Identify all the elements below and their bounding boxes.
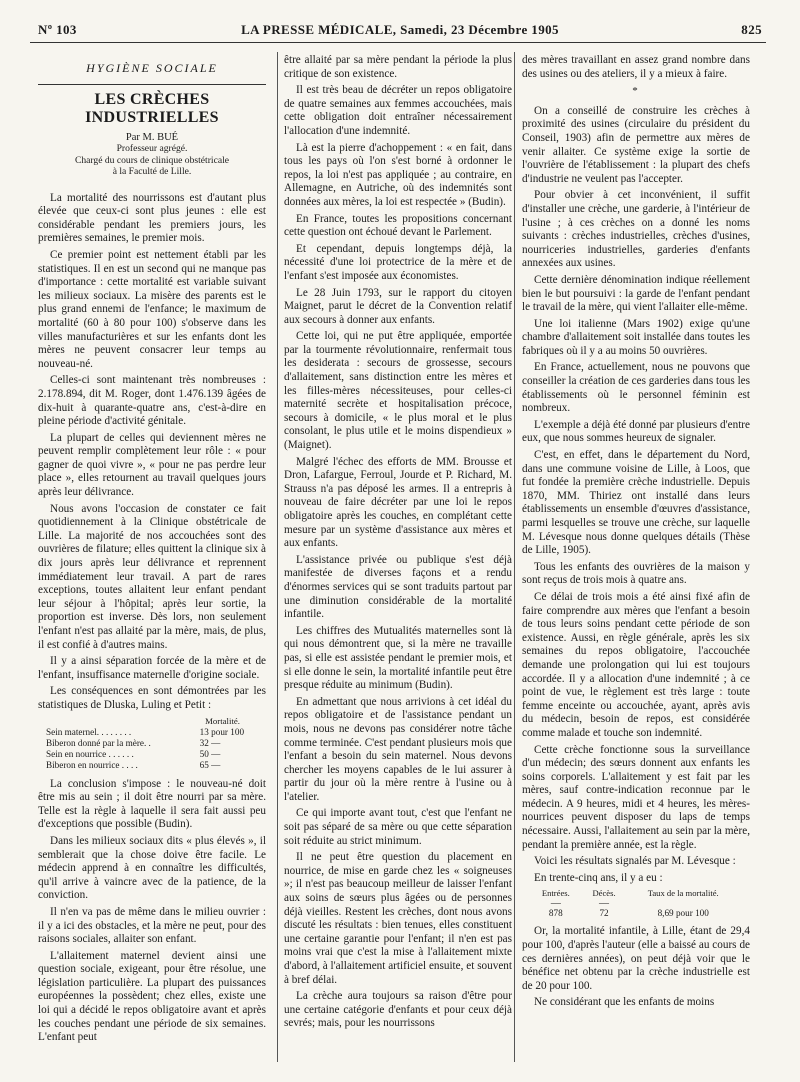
paragraph: Il ne peut être question du placement en nourrice, de mise en garde chez les « soigneuses »; il n'est pas beaucoup meilleur de laisser l'enfant aux soins de sœurs plus âgées ou de personnes déjà vieilles. Restent les crèches, dont nous avons discuté les résultats : bien tenues, elles constituent une certaine garantie pour l'enfant; il n'en est pas moins vrai que c'est la mise à l'allaitement mixte d'abord, à l'allaitement artificiel ensuite, et souvent à bref délai.	[284, 851, 512, 986]
paragraph: Pour obvier à cet inconvénient, il suffit d'installer une crèche, une garderie, à l'intérieur de l'usine ; à ces crèches on a donné les noms suivants : crèches industrielles, crèches d'usines, nourriceries industrielles, garderies d'enfants annexées aux usines.	[522, 189, 750, 270]
table-header-cell: Décès.	[592, 888, 616, 899]
paragraph: Nous avons l'occasion de constater ce fait quotidiennement à la Clinique obstétricale de Lille. La majorité de nos accouchées sont des ouvrières de filature; elles quittent la clinique six à dix jours après leur délivrance et reprennent immédiatement leur travail. A part de rares exceptions, toutes allaitent leur enfant pendant leur séjour à l'hôpital; après leur sortie, la proportion est inverse. Dès lors, non seulement l'enfant n'est pas allaité par la mère, mais, de plus, il est confié à d'autres mains.	[38, 502, 266, 651]
table-cell-value: 13 pour 100	[199, 726, 245, 737]
paragraph: La conclusion s'impose : le nouveau-né doit être mis au sein ; il doit être nourri par sa mère. Telle est la règle à laquelle il sera fait aussi peu d'exceptions que possible (Budin).	[38, 777, 266, 831]
paragraph: être allaité par sa mère pendant la période la plus critique de son existence.	[284, 54, 512, 80]
paragraph: Il n'en va pas de même dans le milieu ouvrier : il y a ici des obstacles, et la mère ne peut, pour des raisons sociales, allaiter son enfant.	[38, 905, 266, 946]
table-header-cell: Entrées.	[541, 888, 570, 899]
column-2	[284, 54, 512, 1072]
paragraph: Voici les résultats signalés par M. Lévesque :	[534, 855, 736, 868]
paragraph: Cette loi, qui ne put être appliquée, emportée par la tourmente révolutionnaire, renfermait tous les desiderata : secours de grossesse, secours d'allaitement, sans distinction entre les mères et les filles-mères nécessiteuses, pour celles-ci maternité secrète et hospitalisation précoce, secours à domicile, « le plus moral et le plus consolant, le plus utile et le moins dispendieux » (Maignet).	[284, 330, 512, 452]
paragraph: Il y a ainsi séparation forcée de la mère et de l'enfant, insuffisance maternelle d'origine sociale.	[38, 655, 266, 681]
paragraph: En admettant que nous arrivions à cet idéal du repos obligatoire et de l'assistance pendant un mois, nous ne devons pas considérer notre tâche comme terminée. C'est pendant plusieurs mois que l'enfant a besoin du sein maternel. Nous devons chercher les moyens capables de le lui assurer à partir du jour où la mère rentre à l'usine ou à l'atelier.	[284, 695, 512, 803]
table-cell-value: 50 —	[199, 749, 221, 760]
table-row	[44, 749, 266, 760]
page-header	[38, 22, 762, 40]
paragraph: Or, la mortalité infantile, à Lille, étant de 29,4 pour 100, d'après l'auteur (elle a baissé au cours de ces dernières années), on peut déjà voir que le bénéfice net obtenu par la crèche industrielle est de 20 pour 100.	[522, 925, 750, 992]
table-cell-value: 32 —	[199, 737, 221, 748]
paragraph: des mères travaillant en assez grand nombre dans des usines ou des ateliers, il y a mieux à faire.	[522, 54, 750, 80]
section-title: HYGIÈNE SOCIALE	[86, 61, 218, 75]
author-title: Professeur agrégé.	[116, 143, 188, 155]
table-row	[530, 908, 740, 920]
paragraph: Il est très beau de décréter un repos obligatoire de quatre semaines aux femmes accouchées, mais cette obligation doit entraîner nécessairement l'allocation d'une indemnité.	[284, 84, 512, 137]
paragraph: Et cependant, depuis longtemps déjà, la nécessité d'une loi protectrice de la mère et de l'enfant s'est imposée aux économistes.	[284, 242, 512, 282]
paragraph: Le 28 Juin 1793, sur le rapport du citoyen Maignet, parut le décret de la Convention relatif aux secours à donner aux enfants.	[284, 286, 512, 326]
mortality-table-header: Mortalité.	[205, 715, 240, 726]
mortality-table	[44, 716, 266, 772]
column-divider-2	[514, 52, 515, 1062]
author-name: Par M. BUÉ	[125, 131, 179, 143]
results-table	[530, 888, 740, 919]
column-divider-1	[277, 52, 278, 1062]
paragraph: C'est, en effet, dans le département du Nord, dans une commune voisine de Lille, à Loos, que fut fondée la première crèche industrielle. Depuis 1870, MM. Thiriez ont installé dans leurs établissements un ensemble d'œuvres d'assistance, parmi lesquelles se trouve une crèche, sur laquelle M. Lévesque nous donne quelques détails (Thèse de Lille, 1905).	[522, 449, 750, 557]
paragraph: En France, toutes les propositions concernant cette question ont échoué devant le Parlement.	[284, 212, 512, 239]
paragraph: Là est la pierre d'achoppement : « en fait, dans tous les pays où l'on s'est borné à ordonner le repos, la loi n'est pas appliquée ; au contraire, en Allemagne, en Autriche, où des indemnités sont données aux mères, la loi est respectée » (Budin).	[284, 141, 512, 208]
section-separator: *	[632, 85, 640, 98]
paragraph: L'allaitement maternel devient ainsi une question sociale, exigeant, pour être résolue, une législation particulière. La plupart des puissances européennes la possèdent; chez elles, existe une loi qui a décidé le repos obligatoire avant et après les couches pendant une période de six semaines. L'enfant peut	[38, 949, 266, 1044]
table-cell-label: Biberon donné par la mère. .	[46, 737, 151, 748]
article-title: LES CRÈCHES INDUSTRIELLES	[38, 84, 266, 127]
paragraph: La plupart de celles qui deviennent mères ne peuvent remplir complètement leur rôle : « pour gagner de quoi vivre », « pour ne pas perdre leur place », elles retournent au travail quelques jours après leur délivrance.	[38, 431, 266, 499]
paragraph: Les conséquences en sont démontrées par les statistiques de Dluska, Luling et Petit :	[38, 685, 266, 711]
paragraph: En trente-cinq ans, il y a eu :	[534, 871, 663, 884]
paragraph: Une loi italienne (Mars 1902) exige qu'une chambre d'allaitement soit installée dans toutes les fabriques où il y a au moins 50 ouvrières.	[522, 317, 750, 357]
paragraph: Ce premier point est nettement établi par les statistiques. Il en est un second qui ne manque pas d'importance : cette mortalité est variable suivant les milieux sociaux. La misère des parents est le plus grand ennemi de l'enfance; le maximum de mortalité (60 à 80 pour 100) s'observe dans les villes manufacturières et sur les enfants dont les mères ne peuvent consacrer leur temps au nouveau-né.	[38, 248, 266, 370]
table-header-row	[530, 888, 740, 900]
author-role: Chargé du cours de clinique obstétricale	[74, 154, 230, 166]
table-rule-row: — —	[550, 897, 610, 909]
column-3	[522, 54, 750, 1072]
paragraph: La crèche aura toujours sa raison d'être pour une certaine catégorie d'enfants et pour ceux déjà sevrés; mais, pour les nourrissons	[284, 990, 512, 1030]
paragraph: Malgré l'échec des efforts de MM. Brousse et Dron, Lafargue, Ferroul, Jourde et P. Richard, M. Strauss n'a pas déposé les armes. Il a entrepris à nouveau de faire décréter par une loi le repos obligatoire après les couches, en complétant cette mesure par un système d'assistance aux mères et aux enfants.	[284, 455, 512, 550]
table-cell-label: Biberon en nourrice . . . .	[46, 760, 138, 771]
table-cell-label: Sein en nourrice . . . . . .	[46, 749, 134, 760]
table-row	[44, 738, 266, 749]
paragraph: Cette crèche fonctionne sous la surveillance d'un médecin; des sœurs donnent aux enfants les soins corporels. L'allaitement y est fait par les mères, sauf contre-indication reconnue par le médecin. A 9 heures, midi et 4 heures, les mères-nourrices peuvent disposer du laps de temps nécessaire. Aussi, l'allaitement au sein par la mère, pendant la première année, est la règle.	[522, 743, 750, 851]
table-header-cell: Taux de la mortalité.	[647, 888, 719, 899]
paragraph: La mortalité des nourrissons est d'autant plus élevée que ceux-ci sont plus jeunes : elle est considérable pendant les premiers jours, les premières semaines, le premier mois.	[38, 191, 266, 245]
paragraph: Ce qui importe avant tout, c'est que l'enfant ne soit pas séparé de sa mère ou que cette séparation soit réduite au strict minimum.	[284, 807, 512, 847]
paragraph: Ne considérant que les enfants de moins	[534, 996, 715, 1009]
paragraph: L'assistance privée ou publique s'est déjà manifestée de diverses façons et a rendu d'énormes services qui se sont traduits partout par une diminution considérable de la mortalité infantile.	[284, 553, 512, 621]
page-number: 825	[741, 22, 762, 37]
table-cell: 878	[548, 907, 563, 918]
paragraph: On a conseillé de construire les crèches à proximité des usines (circulaire du président du Conseil, 1903) afin de permettre aux mères de venir allaiter. Ce système exige la sortie de l'ouvrière de l'établissement : la plupart des chefs d'industrie ne veulent pas l'accepter.	[522, 104, 750, 185]
table-row	[44, 727, 266, 738]
author-faculty: à la Faculté de Lille.	[112, 166, 192, 178]
journal-title: LA PRESSE MÉDICALE, Samedi, 23 Décembre 1905	[241, 22, 559, 37]
paragraph: L'exemple a déjà été donné par plusieurs d'entre eux, que nous sommes heureux de signaler.	[522, 418, 750, 445]
table-row	[44, 760, 266, 771]
table-cell: 72	[599, 907, 609, 918]
paragraph: Dans les milieux sociaux dits « plus élevés », il semblerait que la chose doive être facile. Le médecin apprend à en connaître les difficultés, qu'il arrive à vaincre avec de la patience, de la conviction.	[38, 834, 266, 902]
header-rule	[30, 42, 766, 43]
table-cell-value: 65 —	[199, 760, 221, 771]
paragraph: Les chiffres des Mutualités maternelles sont là qui nous démontrent que, si la mère ne travaille pas, si elle est assistée pendant le premier mois, et si elle donne le sein, la mortalité infantile peut être presque réduite au minimum (Budin).	[284, 624, 512, 692]
paragraph: En France, actuellement, nous ne pouvons que conseiller la création de ces garderies dans tous les établissements où le personnel féminin est nombreux.	[522, 361, 750, 415]
table-cell: 8,69 pour 100	[657, 907, 709, 918]
paragraph: Cette dernière dénomination indique réellement bien le but poursuivi : la garde de l'enfant pendant le travail de la mère, qui vient l'allaiter elle-même.	[522, 273, 750, 314]
issue-number: Nº 103	[38, 22, 77, 37]
column-1	[38, 54, 266, 1072]
paragraph: Tous les enfants des ouvrières de la maison y sont reçus de trois mois à quatre ans.	[522, 560, 750, 587]
paragraph: Ce délai de trois mois a été ainsi fixé afin de faire comprendre aux mères que l'enfant a besoin de tous leurs soins pendant cette période de son existence. Aussi, en règle générale, après les six semaines du repos obligatoire, l'accouchée demande une prolongation qui lui est toujours accordée. Il y a allocation d'une indemnité ; à ce point de vue, le règlement est très large : toute femme enceinte ou accouchée, ayant, après avis du médecin, besoin de repos, est considérée comme malade et touche son indemnité.	[522, 590, 750, 739]
byline	[38, 132, 266, 178]
paragraph: Celles-ci sont maintenant très nombreuses : 2.178.894, dit M. Roger, dont 1.476.139 âgées de dix-huit à quarante-quatre ans, c'est-à-dire en pleine période d'activité génitale.	[38, 374, 266, 428]
table-cell-label: Sein maternel. . . . . . . .	[46, 726, 132, 737]
